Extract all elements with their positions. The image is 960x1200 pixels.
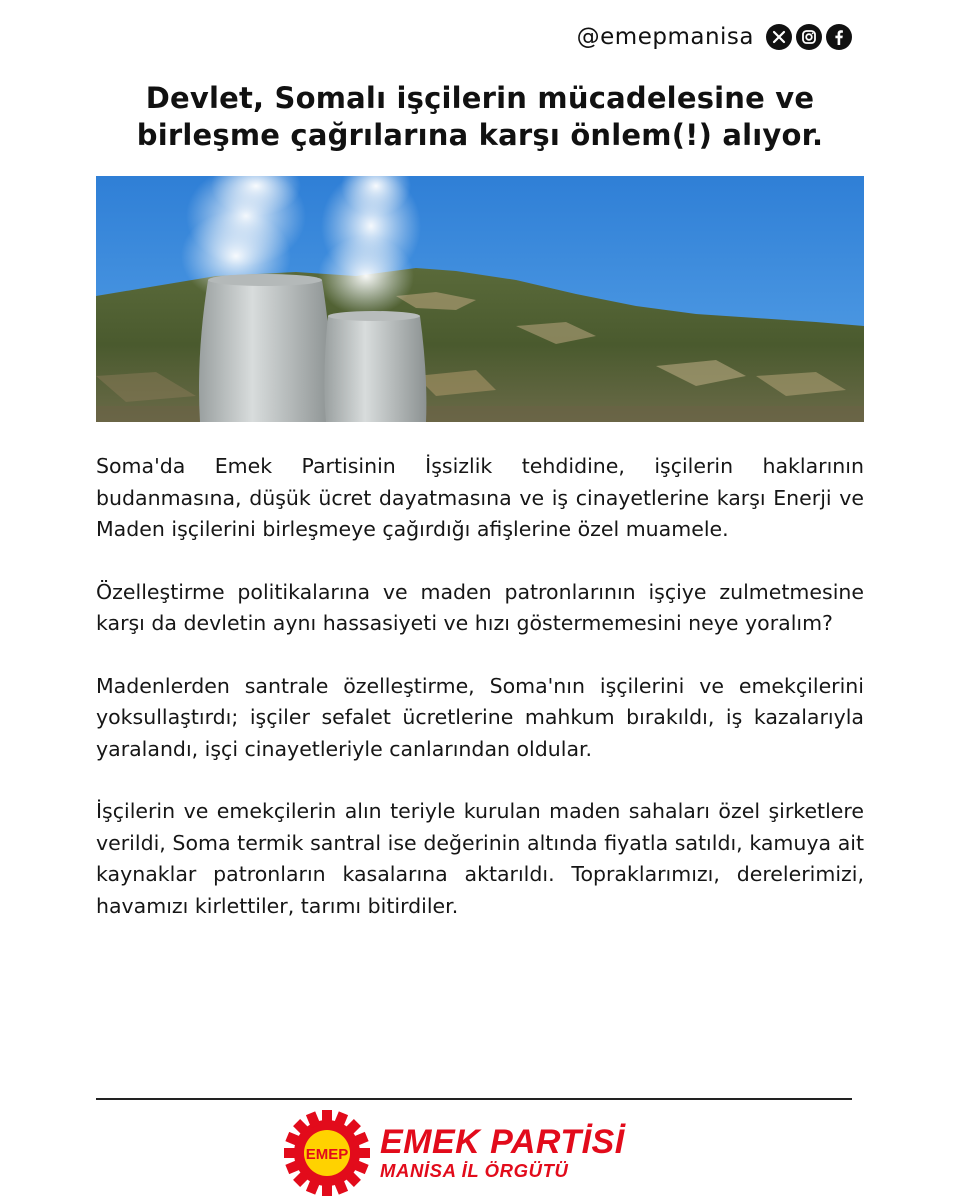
gear-emblem-icon bbox=[282, 1108, 372, 1198]
social-header bbox=[577, 24, 852, 50]
footer-divider bbox=[96, 1098, 852, 1100]
paragraph-3: Madenlerden santrale özelleştirme, Soma'nın işçilerini ve emekçilerini yoksullaştırdı; işçiler sefalet ücretlerine mahkum bırakıldı, iş kazalarıyla yaralandı, işçi cinayetleriyle canlarından oldular. bbox=[96, 673, 864, 761]
page-title bbox=[40, 80, 920, 154]
emblem-text: EMEP bbox=[305, 1146, 349, 1163]
cooling-towers-photo bbox=[96, 176, 864, 422]
paragraph-4: İşçilerin ve emekçilerin alın teriyle kurulan maden sahaları özel şirketlere verildi, Soma termik santral ise değerinin altında fiyatla satıldı, kamuya ait kaynaklar patronların kasalarına aktarıldı. Topraklarımızı, derelerimizi, havamızı kirlettiler, tarımı bitirdiler. bbox=[96, 799, 864, 918]
article-body bbox=[96, 451, 864, 953]
title-line-1: Devlet, Somalı işçilerin mücadelesine ve bbox=[145, 81, 815, 115]
party-branch: MANİSA İL ÖRGÜTÜ bbox=[380, 1160, 569, 1181]
party-name: EMEK PARTİSİ bbox=[380, 1123, 625, 1161]
instagram-icon[interactable] bbox=[796, 24, 822, 50]
social-handle[interactable]: @emepmanisa bbox=[576, 24, 754, 50]
paragraph-1: Soma'da Emek Partisinin İşsizlik tehdidine, işçilerin haklarının budanmasına, düşük ücret dayatmasına ve iş cinayetlerine karşı Enerji ve Maden işçilerini birleşmeye çağırdığı afişlerine özel muamele. bbox=[96, 454, 864, 541]
x-icon[interactable] bbox=[766, 24, 792, 50]
party-name-block bbox=[380, 1124, 625, 1182]
title-line-2: birleşme çağrılarına karşı önlem(!) alıyor. bbox=[136, 118, 824, 152]
paragraph-2: Özelleştirme politikalarına ve maden patronlarının işçiye zulmetmesine karşı da devletin aynı hassasiyeti ve hızı göstermemesini neye yoralım? bbox=[96, 579, 864, 635]
facebook-icon[interactable] bbox=[826, 24, 852, 50]
party-logo bbox=[282, 1108, 625, 1198]
